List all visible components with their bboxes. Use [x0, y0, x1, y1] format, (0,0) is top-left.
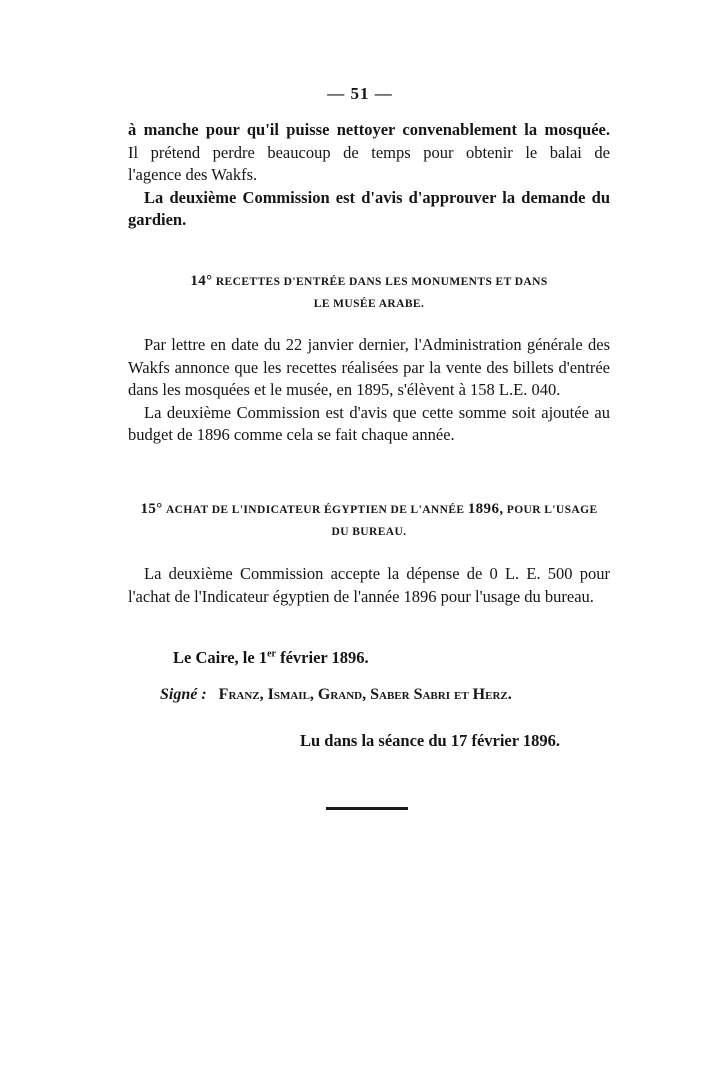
signature-line: [160, 686, 512, 704]
section-15-year: 1896,: [467, 501, 504, 517]
signatories-names: Franz, Ismail, Grand, Saber Sabri et Herz.: [218, 686, 512, 703]
intro-line-1: à manche pour qu'il puisse nettoyer convenablement la mosquée.: [128, 120, 610, 139]
intro-decision: La deuxième Commission est d'avis d'approuver la demande du gardien.: [128, 187, 610, 229]
section-15-title-line-2: DU BUREAU.: [331, 526, 407, 538]
intro-section: [128, 119, 610, 232]
closing-date-prefix: Le Caire, le 1: [173, 648, 268, 667]
section-15-title-b: POUR L'USAGE: [506, 504, 598, 516]
closing-date-suffix: février 1896.: [275, 648, 369, 667]
page-number: — 51 —: [327, 84, 393, 103]
section-14-body: [128, 334, 610, 447]
section-15-body: [128, 563, 610, 608]
intro-line-2: Il prétend perdre beaucoup de temps pour obtenir le balai de: [128, 142, 610, 162]
closing-date: [173, 648, 369, 668]
section-15-paragraph-1: La deuxième Commission accepte la dépense de 0 L. E. 500 pour l'achat de l'Indicateur égyptien de l'année 1896 pour l'usage du bureau.: [128, 564, 610, 606]
signed-label: Signé :: [160, 686, 207, 703]
section-14-title-line-2: LE MUSÉE ARABE.: [313, 298, 425, 310]
intro-line-3: l'agence des Wakfs.: [128, 165, 258, 184]
closing-rule-divider: [326, 807, 408, 810]
section-15-title-a: ACHAT DE L'INDICATEUR ÉGYPTIEN DE L'ANNÉE: [165, 504, 465, 516]
section-14-title: RECETTES D'ENTRÉE DANS LES MONUMENTS ET DANS: [215, 276, 548, 288]
closing-date-superscript: er: [267, 648, 276, 660]
section-14-paragraph-2: La deuxième Commission est d'avis que cette somme soit ajoutée au budget de 1896 comme cela se fait chaque année.: [128, 402, 610, 444]
section-14-heading: [128, 270, 610, 315]
section-14-number: 14°: [190, 273, 213, 289]
section-15-number: 15°: [140, 501, 163, 517]
section-15-heading: [128, 498, 610, 543]
read-in-session-note: Lu dans la séance du 17 février 1896.: [300, 731, 561, 750]
section-14-paragraph-1: Par lettre en date du 22 janvier dernier, l'Administration générale des Wakfs annonce que les recettes réalisées par la vente des billets d'entrée dans les mosquées et le musée, en 1895, s'élèvent à 158 L.E. 040.: [128, 335, 610, 399]
